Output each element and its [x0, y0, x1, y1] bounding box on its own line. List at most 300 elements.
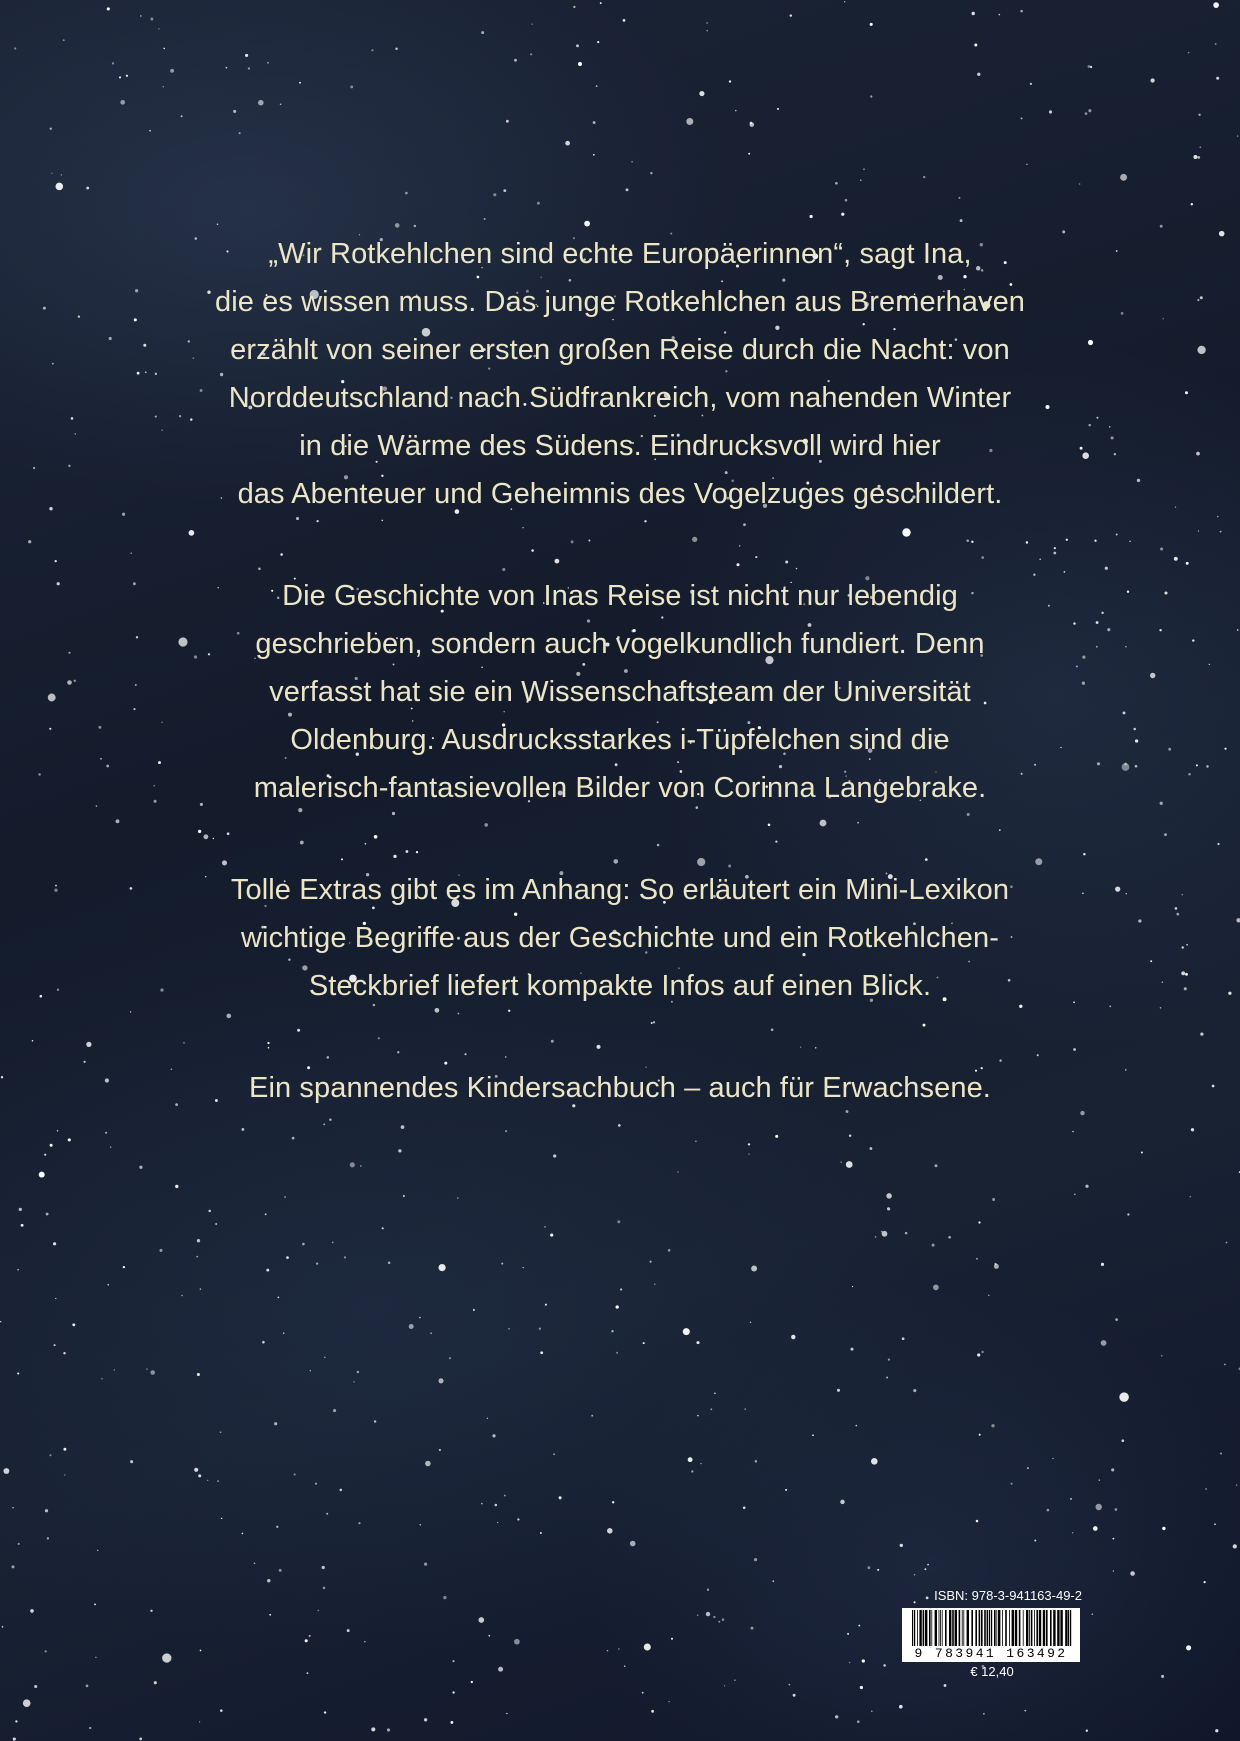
blurb-line: verfasst hat sie ein Wissenschaftsteam der Universität: [269, 676, 971, 708]
star: [777, 108, 779, 110]
star: [181, 115, 183, 117]
star: [1113, 1538, 1115, 1540]
star: [841, 213, 844, 216]
star: [23, 1699, 31, 1707]
star: [239, 132, 241, 134]
star: [310, 1370, 311, 1371]
star: [506, 1713, 507, 1714]
blurb-line: Steckbrief liefert kompakte Infos auf einen Blick.: [308, 970, 932, 1002]
isbn-label: ISBN: 978-3-941163-49-2: [934, 1588, 1082, 1603]
star: [870, 95, 872, 97]
blurb-line: Tolle Extras gibt es im Anhang: So erläutert ein Mini-Lexikon: [230, 874, 1010, 906]
star: [1161, 1675, 1164, 1678]
star: [101, 1378, 102, 1379]
star: [54, 1344, 56, 1346]
star: [395, 223, 400, 228]
star: [315, 1483, 317, 1485]
star: [279, 1569, 282, 1572]
star: [888, 1358, 890, 1360]
star: [1135, 765, 1138, 768]
star: [960, 219, 963, 222]
star: [1236, 1484, 1237, 1485]
barcode-bar: [1050, 1610, 1052, 1646]
star: [439, 1264, 446, 1271]
star: [154, 1681, 157, 1684]
barcode-bar: [1043, 1610, 1045, 1646]
blurb-line: das Abenteuer und Geheimnis des Vogelzuges geschildert.: [237, 478, 1003, 510]
star: [110, 1146, 112, 1148]
star: [927, 1564, 929, 1566]
blurb-line: malerisch-fantasievollen Bilder von Corinna Langebrake.: [253, 772, 987, 804]
star: [1127, 1213, 1129, 1215]
star: [123, 1266, 125, 1268]
star: [0, 1321, 1, 1323]
star: [74, 680, 76, 682]
star: [1159, 629, 1161, 631]
star: [1034, 1540, 1036, 1542]
star: [1226, 1242, 1228, 1244]
star: [1174, 557, 1178, 561]
star: [498, 1667, 503, 1672]
star: [68, 1138, 71, 1141]
star: [344, 1256, 346, 1258]
star: [50, 1144, 53, 1147]
star: [40, 995, 43, 998]
star: [357, 1371, 359, 1373]
star: [696, 1341, 699, 1344]
star: [1129, 541, 1130, 542]
barcode-bar: [962, 1610, 963, 1646]
star: [845, 199, 848, 202]
star: [12, 1507, 14, 1509]
star: [860, 179, 861, 180]
star: [45, 1509, 48, 1512]
star: [668, 1249, 671, 1252]
star: [1191, 1128, 1194, 1131]
barcode-bar: [939, 1610, 940, 1646]
star: [55, 560, 57, 562]
star: [735, 110, 736, 111]
star: [504, 1495, 506, 1497]
star: [597, 41, 599, 43]
barcode-digits: 9 783941 163492: [902, 1646, 1080, 1662]
star: [1086, 1730, 1088, 1732]
star: [276, 1526, 278, 1528]
barcode-bar: [955, 1610, 957, 1646]
barcode-bar: [935, 1610, 937, 1646]
star: [773, 1580, 775, 1582]
star: [96, 805, 97, 806]
star: [1175, 907, 1178, 910]
barcode-bar: [1053, 1610, 1055, 1646]
star: [1123, 711, 1126, 714]
blurb-line: wichtige Begriffe aus der Geschichte und ein Rotkehlchen-: [241, 922, 999, 954]
star: [420, 1524, 422, 1526]
star: [107, 1284, 108, 1285]
star: [1188, 52, 1190, 54]
star: [1193, 155, 1197, 159]
star: [324, 1711, 326, 1713]
barcode-bar: [981, 1610, 983, 1646]
barcode-bar: [994, 1610, 996, 1646]
star: [620, 1288, 622, 1290]
star: [53, 1242, 56, 1245]
star: [924, 1568, 926, 1570]
star: [750, 1322, 751, 1323]
star: [611, 1330, 613, 1332]
star: [1198, 114, 1200, 116]
star: [57, 582, 60, 585]
blurb-text: [120, 230, 1120, 1166]
barcode-bar: [1031, 1610, 1033, 1646]
barcode-bar: [919, 1610, 921, 1646]
star: [1215, 1729, 1218, 1732]
star: [1150, 673, 1155, 678]
star: [900, 1544, 903, 1547]
star: [196, 1256, 198, 1258]
star: [707, 30, 708, 31]
star: [438, 1378, 443, 1383]
star: [1175, 506, 1176, 507]
star: [1213, 2, 1219, 8]
star: [850, 1348, 853, 1351]
star: [18, 1543, 20, 1545]
star: [47, 1537, 49, 1539]
star: [983, 1713, 985, 1715]
star: [371, 1727, 375, 1731]
star: [1026, 163, 1028, 165]
star: [503, 189, 506, 192]
star: [1111, 1468, 1114, 1471]
star: [1101, 1263, 1104, 1266]
star: [33, 467, 35, 469]
star: [978, 1221, 980, 1223]
star: [1137, 479, 1140, 482]
star: [208, 1210, 211, 1213]
star: [32, 1040, 34, 1042]
star: [1212, 1085, 1215, 1088]
barcode-bar: [925, 1610, 927, 1646]
star: [159, 1249, 162, 1252]
star: [43, 307, 46, 310]
star: [55, 885, 57, 887]
star: [899, 1705, 903, 1709]
star: [493, 193, 496, 196]
star: [56, 183, 64, 191]
star: [886, 1377, 888, 1379]
star: [1224, 1363, 1226, 1365]
star: [616, 1305, 619, 1308]
barcode-bar: [1026, 1610, 1028, 1646]
star: [514, 59, 517, 62]
star: [852, 1286, 853, 1287]
star: [495, 1504, 498, 1507]
star: [1162, 1527, 1165, 1530]
star: [452, 1691, 454, 1693]
star: [573, 6, 575, 8]
star: [1138, 919, 1141, 922]
star: [600, 2, 602, 4]
barcode: [902, 1608, 1080, 1662]
star: [644, 1643, 651, 1650]
star: [835, 1715, 838, 1718]
star: [262, 1341, 265, 1344]
star: [979, 1434, 981, 1436]
star: [358, 1522, 360, 1524]
star: [266, 1269, 269, 1272]
barcode-bar: [1060, 1610, 1062, 1646]
star: [98, 726, 101, 729]
star: [339, 1489, 342, 1492]
star: [197, 1239, 200, 1242]
star: [553, 1453, 555, 1455]
star: [1196, 452, 1200, 456]
star: [309, 1635, 311, 1637]
star: [395, 47, 398, 50]
star: [1219, 231, 1225, 237]
barcode-bar: [1046, 1610, 1048, 1646]
barcode-bar: [975, 1610, 977, 1646]
star: [883, 1664, 886, 1667]
star: [793, 1694, 796, 1697]
star: [1095, 1504, 1101, 1510]
star: [158, 28, 159, 29]
star: [175, 1185, 178, 1188]
price-label: € 12,40: [970, 1664, 1014, 1679]
star: [200, 1288, 201, 1289]
star: [72, 1323, 75, 1326]
blurb-line: Ein spannendes Kindersachbuch – auch für Erwachsene.: [249, 1072, 991, 1104]
star: [867, 1566, 870, 1569]
star: [977, 1353, 980, 1356]
star: [471, 1681, 473, 1683]
star: [607, 1650, 609, 1652]
barcode-bar: [979, 1610, 981, 1646]
star: [1236, 918, 1240, 922]
star: [1197, 346, 1205, 354]
star: [126, 75, 128, 77]
star: [163, 86, 164, 87]
star: [1, 1076, 3, 1078]
star: [49, 1454, 51, 1456]
barcode-bar: [963, 1610, 964, 1646]
star: [914, 1574, 915, 1575]
star: [707, 1589, 709, 1591]
star: [267, 1579, 270, 1582]
star: [63, 1352, 65, 1354]
star: [1197, 299, 1199, 301]
star: [810, 215, 813, 218]
star: [994, 1263, 996, 1265]
star: [1185, 973, 1188, 976]
star: [593, 154, 595, 156]
star: [424, 1718, 427, 1721]
star: [618, 1648, 619, 1649]
barcode-bar: [949, 1610, 951, 1646]
star: [1130, 1571, 1135, 1576]
star: [473, 1309, 475, 1311]
star: [44, 1154, 46, 1156]
star: [755, 1460, 758, 1463]
star: [751, 1627, 754, 1630]
star: [481, 31, 484, 34]
star: [316, 1262, 318, 1264]
star: [269, 1614, 271, 1616]
star: [207, 1480, 208, 1481]
star: [871, 1458, 878, 1465]
star: [699, 91, 704, 96]
star: [39, 1172, 45, 1178]
star: [643, 1342, 645, 1344]
star: [2, 1626, 4, 1628]
star: [905, 1232, 908, 1235]
star: [286, 1256, 289, 1259]
star: [150, 1370, 155, 1375]
star: [835, 182, 838, 185]
star: [1182, 894, 1183, 895]
star: [120, 100, 125, 105]
star: [871, 1710, 873, 1712]
star: [857, 1720, 860, 1723]
star: [1141, 1152, 1143, 1154]
star: [700, 1463, 701, 1464]
star: [1115, 1508, 1118, 1511]
star: [100, 758, 101, 759]
star: [267, 62, 269, 64]
star: [67, 680, 72, 685]
star: [540, 1532, 542, 1534]
star: [105, 1132, 107, 1134]
star: [1228, 992, 1231, 995]
star: [439, 1449, 441, 1451]
star: [958, 197, 960, 199]
star: [691, 1470, 693, 1472]
star: [626, 188, 629, 191]
barcode-bar: [1009, 1610, 1010, 1646]
star: [198, 1474, 201, 1477]
star: [991, 1424, 994, 1427]
star: [403, 1195, 405, 1197]
blurb-paragraph-1: [120, 230, 1120, 518]
star: [181, 1295, 183, 1297]
star: [1220, 531, 1222, 533]
star: [882, 1231, 888, 1237]
star: [374, 1420, 376, 1422]
star: [1070, 1498, 1072, 1500]
star: [844, 1, 845, 2]
star: [617, 1220, 620, 1223]
star: [654, 1284, 655, 1285]
star: [17, 1269, 18, 1270]
blurb-line: „Wir Rotkehlchen sind echte Europäerinnen“, sagt Ina,: [268, 238, 972, 270]
star: [1079, 183, 1081, 185]
star: [1220, 1453, 1222, 1455]
barcode-bar: [1019, 1610, 1021, 1646]
star: [49, 728, 51, 730]
star: [710, 1408, 712, 1410]
star: [64, 1474, 65, 1475]
star: [607, 1528, 613, 1534]
star: [34, 1685, 37, 1688]
star: [12, 1565, 15, 1568]
star: [1093, 1526, 1098, 1531]
barcode-bar: [923, 1610, 925, 1646]
star: [734, 1679, 735, 1680]
star: [713, 1616, 715, 1618]
star: [1184, 987, 1187, 990]
star: [875, 1236, 877, 1238]
star: [1085, 112, 1088, 115]
star: [114, 1369, 115, 1370]
star: [150, 18, 153, 21]
star: [332, 1242, 334, 1244]
star: [280, 103, 282, 105]
blurb-line: erzählt von seiner ersten großen Reise durch die Nacht: von: [230, 334, 1010, 366]
star: [71, 417, 74, 420]
barcode-bar: [996, 1610, 997, 1646]
barcode-bar: [952, 1610, 954, 1646]
star: [976, 1258, 978, 1260]
star: [46, 1213, 49, 1216]
star: [576, 44, 579, 47]
barcode-bar: [1005, 1610, 1007, 1646]
star: [492, 1434, 495, 1437]
barcode-bar: [971, 1610, 973, 1646]
barcode-bar: [1023, 1610, 1024, 1646]
star: [743, 1507, 746, 1510]
star: [697, 1615, 699, 1617]
star: [19, 1208, 22, 1211]
star: [671, 1638, 673, 1640]
star: [1135, 739, 1138, 742]
star: [13, 1737, 16, 1740]
star: [150, 1610, 152, 1612]
star: [837, 1389, 840, 1392]
star: [15, 1720, 17, 1722]
star: [3, 1468, 9, 1474]
star: [1119, 1392, 1128, 1401]
blurb-line: geschrieben, sondern auch vogelkundlich fundiert. Denn: [255, 628, 985, 660]
star: [1161, 1355, 1163, 1357]
star: [95, 1657, 96, 1658]
star: [1186, 1645, 1191, 1650]
star: [1215, 43, 1217, 45]
star: [94, 1604, 96, 1606]
star: [1122, 763, 1130, 771]
star: [612, 1501, 614, 1503]
star: [540, 1351, 543, 1354]
star: [1133, 728, 1136, 731]
star: [1181, 971, 1185, 975]
star: [163, 48, 165, 50]
star: [49, 507, 52, 510]
blurb-paragraph-3: [120, 866, 1120, 1010]
star: [1162, 981, 1163, 982]
star: [530, 53, 532, 55]
star: [1088, 109, 1091, 112]
star: [972, 12, 975, 15]
star: [38, 773, 40, 775]
star: [215, 1223, 217, 1225]
star: [847, 1633, 849, 1635]
star: [139, 1738, 142, 1741]
star: [1176, 913, 1179, 916]
star: [862, 1659, 865, 1662]
star: [631, 161, 633, 163]
star: [1047, 1509, 1050, 1512]
star: [668, 1701, 669, 1702]
star: [217, 1480, 219, 1482]
